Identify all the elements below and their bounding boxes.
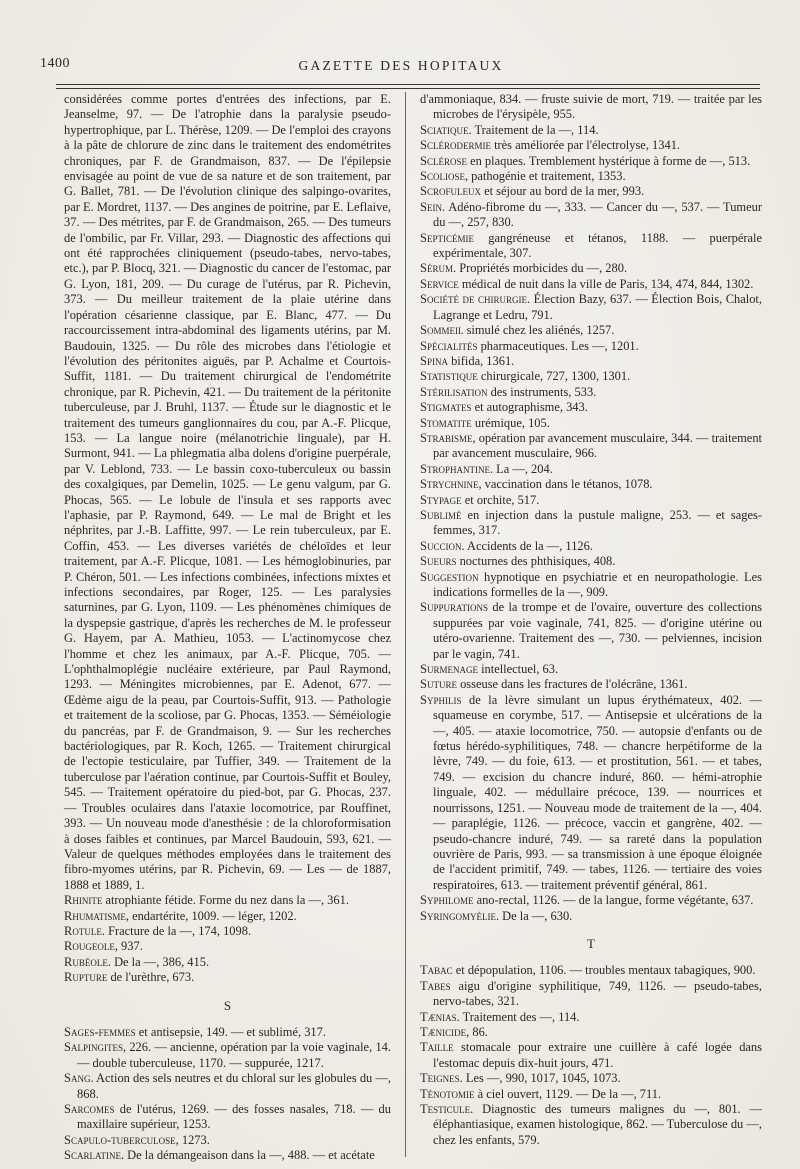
index-entry	[420, 570, 762, 601]
index-entry-head: Sclérodermie	[420, 138, 491, 153]
column-divider	[405, 92, 406, 1157]
index-entry	[420, 662, 762, 677]
index-entry-text: aigu d'origine syphilitique, 749, 1126. — pseudo-tabes, nervo-tabes, 321.	[433, 978, 762, 1009]
index-entry	[64, 939, 391, 954]
index-entry-head: Tænicide	[420, 1024, 467, 1039]
index-entry-head: Sang	[64, 1071, 91, 1086]
index-entry-head: Suppurations	[420, 600, 488, 615]
index-entry-text: bifida, 1361.	[447, 353, 515, 368]
index-entry-text: médical de nuit dans la ville de Paris, 134, 474, 844, 1302.	[458, 276, 754, 291]
index-entry-text: , endartérite, 1009. — léger, 1202.	[125, 908, 297, 923]
index-entry-head: Statistique	[420, 369, 478, 384]
index-entry	[420, 231, 762, 262]
index-entry-text: , vaccination dans le tétanos, 1078.	[478, 477, 653, 492]
index-entry-text: et autographisme, 343.	[471, 400, 588, 415]
index-entry	[420, 477, 762, 492]
index-entry-text: très améliorée par l'électrolyse, 1341.	[490, 138, 681, 153]
index-entry-head: Rougeole	[64, 939, 115, 954]
index-entry-head: Rubéole	[64, 954, 108, 969]
index-entry-head: Sommeil	[420, 323, 464, 338]
index-entry-text: et orchite, 517.	[461, 492, 540, 507]
entries-t	[420, 963, 762, 1148]
index-entry-head: Teignes	[420, 1071, 460, 1086]
index-entry-text: hypnotique en psychiatrie et en neuropathologie. Les indications formelles de la —, 909.	[433, 569, 762, 599]
index-entry-head: Taille	[420, 1040, 454, 1055]
right-column	[420, 92, 762, 1148]
index-entry-text: à ciel ouvert, 1129. — De la —, 711.	[474, 1086, 662, 1101]
index-entry	[64, 955, 391, 970]
index-entry-text: nocturnes des phthisiques, 408.	[456, 554, 616, 569]
index-entry	[64, 1071, 391, 1102]
index-entry-text: pharmaceutiques. Les —, 1201.	[477, 338, 639, 353]
index-entry	[420, 1040, 762, 1071]
index-entry	[420, 693, 762, 893]
index-entry-head: Rhinite	[64, 893, 103, 908]
index-entry-text: et antisepsie, 149. — et sublimé, 317.	[135, 1024, 326, 1039]
index-entry-head: Scapulo-tuberculose	[64, 1132, 176, 1147]
index-entry	[420, 963, 762, 978]
index-entry-text: et dépopulation, 1106. — troubles mentaux tabagiques, 900.	[452, 963, 756, 978]
index-entry-text: . De la démangeaison dans la —, 488. — et acétate	[120, 1148, 375, 1163]
index-entry-text: . Accidents de la —, 1126.	[461, 538, 593, 553]
index-entry	[420, 200, 762, 231]
index-entry	[420, 1071, 762, 1086]
index-entry-head: Syringomyélie	[420, 908, 496, 923]
index-entry-head: Stérilisation	[420, 384, 488, 399]
index-entry-text: . Fracture de la —, 174, 1098.	[101, 923, 252, 938]
index-entry	[420, 354, 762, 369]
index-entry-head: Sciatique	[420, 122, 469, 137]
index-entry	[420, 92, 762, 123]
index-entry	[64, 924, 391, 939]
journal-title: GAZETTE DES HOPITAUX	[298, 58, 504, 73]
index-entry-text: de l'utérus, 1269. — des fosses nasales, 718. — du maxillaire supérieur, 1253.	[77, 1102, 391, 1132]
index-entry	[420, 369, 762, 384]
index-entry	[420, 1087, 762, 1102]
index-entry-head: Surmenage	[420, 662, 478, 677]
index-entry-text: . De la —, 386, 415.	[107, 954, 210, 969]
index-entry-text: . Élection Bazy, 637. — Élection Bois, Chalot, Lagrange et Ledru, 791.	[433, 292, 762, 322]
index-entry-text: . Traitement de la —, 114.	[468, 122, 599, 137]
index-entry-head: Sclérose	[420, 153, 467, 168]
index-entry	[64, 1040, 391, 1071]
index-entry-text: de l'urèthre, 673.	[107, 970, 195, 985]
index-entry	[64, 1148, 391, 1163]
index-entry-head: Rotule	[64, 923, 102, 938]
index-entry-text: simulé chez les aliénés, 1257.	[463, 323, 615, 338]
index-entry-head: Service	[420, 276, 459, 291]
index-entry-head: Scarlatine	[64, 1148, 121, 1163]
index-entry-text: . Les —, 990, 1017, 1045, 1073.	[459, 1071, 621, 1086]
index-entry	[420, 493, 762, 508]
index-entry	[420, 385, 762, 400]
index-entry-head: Strabisme	[420, 430, 473, 445]
index-entry	[420, 600, 762, 662]
index-entry-text: des instruments, 533.	[487, 384, 597, 399]
index-entry-head: Scrofuleux	[420, 184, 481, 199]
index-entry-head: Strychnine	[420, 477, 479, 492]
index-entry-text: gangréneuse et tétanos, 1188. — puerpérale expérimentale, 307.	[433, 230, 762, 261]
index-entry	[420, 539, 762, 554]
index-entry-text: . La —, 204.	[489, 461, 553, 476]
index-entry-head: Scoliose	[420, 169, 465, 184]
index-entry	[420, 400, 762, 415]
index-entry	[420, 1010, 762, 1025]
index-entry	[420, 462, 762, 477]
index-entry-text: en plaques. Tremblement hystérique à forme de —, 513.	[466, 153, 751, 168]
header-rule	[56, 84, 760, 85]
index-entry-head: Ténotomie	[420, 1086, 475, 1101]
continuation-text: considérées comme portes d'entrées des infections, par E. Jeanselme, 97. — De l'atrophie dans la paralysie pseudo-hypertrophique, par L. Thérèse, 1209. — De l'emploi des crayons à la pâte de chlorure de zinc dans le traitement des endométrites chroniques, par F. de Grandmaison, 837. — De l'épilepsie envisagée au point de vue de sa nature et de son traitement, par G. Ballet, 781. — De l'évolution clinique des salpingo-ovarites, par E. Mordret, 1137. — Des angines de poitrine, par E. Leflaive, 37. — Des métrites, par F. de Grandmaison, 265. — Des tumeurs de l'ombilic, par Fr. Villar, 293. — Diagnostic des affections qui ont été rapprochées cliniquement (pseudo-tabes, nervo-tabes, etc.), par P. Blocq, 321. — Diagnostic du cancer de l'estomac, par G. Lyon, 181, 209. — Du curage de l'utérus, par R. Pichevin, 373. — Du meilleur traitement de la plaie utérine dans l'opération césarienne classique, par E. Blanc, 477. — Du raccourcissement intra-abdominal des ligaments utérins, par M. Baudouin, 1325. — Du rôle des microbes dans l'étiologie et l'évolution des péritonites aiguës, par P. Achalme et Courtois-Suffit, 1181. — Du traitement chirurgical de l'endométrite chronique, par R. Pichevin, 421. — Du traitement de la péritonite tuberculeuse, par J. Bruhl, 1137. — Étude sur le diagnostic et le traitement des tumeurs ganglionnaires du cou, par A.-F. Plicque, 153. — La langue noire (mélanotrichie linguale), par H. Surmont, 941. — La phlegmatia alba dolens d'origine puerpérale, par V. Leblond, 733. — Le bassin coxo-tuberculeux ou bassin des coxalgiques, par Demelin, 1025. — Le genu valgum, par G. Phocas, 565. — Le lobule de l'insula et ses rapports avec l'aphasie, par P. Raymond, 649. — Le mal de Bright et les néphrites, par J.-B. Laffitte, 997. — Le rein tuberculeux, par E. Coffin, 453. — Les diverses variétés de chéloïdes et leur traitement, par A.-F. Plicque, 1081. — Les hémoglobinuries, par P. Chéron, 501. — Les infections combinées, infections mixtes et infections secondaires, par Roger, 125. — Les paralysies saturnines, par G. Lyon, 1109. — Les phénomènes chimiques de la dyspepsie gastrique, d'après les recherches de M. le professeur G. Hayem, par A. Mathieu, 1053. — L'actinomycose chez l'homme et chez les animaux, par A.-F. Plicque, 705. — L'ophthalmoplégie nucléaire extérieure, par Paul Raymond, 1293. — Méningites microbiennes, par E. Adenot, 677. — Œdème aigu de la peau, par Courtois-Suffit, 913. — Pathologie et traitement de la scoliose, par G. Phocas, 1353. — Séméiologie du pancréas, par F. de Grandmaison, 9. — Sur les recherches bactériologiques, par R. Koch, 1265. — Traitement chirurgical de l'ectopie testiculaire, par Tuffier, 349. — Traitement de la tuberculose par l'aération continue, par Courtois-Suffit et Bouley, 545. — Traitement opératoire du pied-bot, par G. Phocas, 237. — Troubles oculaires dans l'ataxie locomotrice, par Rouffinet, 393. — Un nouveau mode d'anesthésie : de la chloroformisation à doses faibles et continues, par Marcel Baudouin, 593, 621. — Valeur de quelques méthodes employées dans le traitement des fibro-myomes utérins, par R. Pichevin, 69. — Les — de 1887, 1888 et 1889, 1.	[64, 92, 391, 892]
index-entry-text: , 226. — ancienne, opération par la voie vaginale, 14. — double tuberculeuse, 1170. — suppurée, 1217.	[77, 1040, 391, 1070]
index-entry	[420, 416, 762, 431]
index-entry-text: de la lèvre simulant un lupus érythémateux, 402. — squameuse en corymbe, 517. — Antisepsie et ulcérations de la —, 405. — ataxie locomotrice, 750. — autopsie d'enfants ou de fœtus hérédo-syphilitiques, 748. — chancre herpétiforme de la lèvre, 749. — du foie, 613. — et prostitution, 561. — et tabes, 749. — excision du chancre induré, 860. — hémi-atrophie linguale, 402. — médullaire précoce, 139. — nourrices et nourrissons, 1251. — Nouveau mode de traitement de la —, 404. — paraplégie, 1126. — précoce, vaccin et gangrène, 402. — pseudo-chancre induré, 749. — sa rareté dans la population ouvrière de Paris, 993. — sa transmission à une époque éloignée de l'accident primitif, 749. — tabes, 1126. — tertiaire des voies respiratoires, 613. — traitement préventif général, 861.	[433, 692, 762, 892]
index-entry	[64, 1025, 391, 1040]
index-entry-head: Stigmates	[420, 400, 472, 415]
index-entry	[420, 292, 762, 323]
index-entry-head: Sublimé	[420, 507, 462, 522]
index-entry-head: Salpingites	[64, 1040, 123, 1055]
section-letter-t: T	[587, 935, 595, 951]
index-entry-head: Tænias	[420, 1009, 457, 1024]
index-entry-text: , 1273.	[175, 1132, 210, 1147]
index-entry-head: Société de chirurgie	[420, 292, 528, 307]
index-entry-head: Spécialités	[420, 338, 478, 353]
index-entry-text: en injection dans la pustule maligne, 253. — et sages-femmes, 317.	[433, 507, 762, 538]
index-entry	[64, 1133, 391, 1148]
index-entry	[420, 169, 762, 184]
index-entry	[420, 554, 762, 569]
index-entry-text: . Adéno-fibrome du —, 333. — Cancer du —, 537. — Tumeur du —, 257, 830.	[433, 199, 762, 230]
index-entry	[64, 970, 391, 985]
index-entry	[420, 1102, 762, 1148]
index-entry	[420, 508, 762, 539]
index-entry	[420, 277, 762, 292]
index-entry-head: Succion	[420, 538, 462, 553]
index-entry-text: osseuse dans les fractures de l'olécrâne, 1361.	[456, 677, 688, 692]
index-entry	[420, 893, 762, 908]
index-entry	[420, 184, 762, 199]
index-entry	[420, 154, 762, 169]
index-entry-text: . Traitement des —, 114.	[456, 1009, 580, 1024]
section-letter-s: S	[223, 997, 232, 1013]
index-entry-text: de la trompe et de l'ovaire, ouverture des collections suppurées par voie vaginale, 741, 825. — d'origine utérine ou utéro-ovarienne. Traitement des —, 730. — pelviennes, incision par le vagin, 741.	[433, 600, 762, 661]
index-entry-head: Sein	[420, 199, 442, 214]
index-entry-text: . De la —, 630.	[495, 908, 573, 923]
index-entry-head: Suggestion	[420, 569, 479, 584]
index-entry-head: Septicémie	[420, 230, 474, 245]
header-rule-thin	[56, 88, 760, 89]
index-entry-text: ano-rectal, 1126. — de la langue, forme végétante, 637.	[473, 893, 754, 908]
index-entry	[420, 431, 762, 462]
index-entry-head: Tabac	[420, 963, 453, 978]
index-entry	[420, 323, 762, 338]
index-entry-head: Sérum	[420, 261, 453, 276]
index-entry-text: , 86.	[466, 1024, 488, 1039]
page-number: 1400	[40, 56, 70, 71]
index-entry-text: , 937.	[114, 939, 143, 954]
index-entry	[420, 909, 762, 924]
index-entry-text: . Propriétés morbicides du —, 280.	[452, 261, 628, 276]
index-entry-text: d'ammoniaque, 834. — fruste suivie de mort, 719. — traitée par les microbes de l'érysipèle, 955.	[420, 92, 762, 122]
index-entry-head: Syphilis	[420, 692, 462, 707]
index-entry-text: . Diagnostic des tumeurs malignes du —, 801. — éléphantiasique, examen histologique, 862. — Tuberculose du —, chez les enfants, 579.	[433, 1102, 762, 1147]
index-entry-head: Strophantine	[420, 461, 490, 476]
index-entry-head: Stypage	[420, 492, 462, 507]
index-entry-text: urémique, 105.	[471, 415, 550, 430]
index-entry	[420, 1025, 762, 1040]
left-column	[64, 92, 391, 1164]
index-entry-head: Spina	[420, 353, 448, 368]
index-entry	[420, 339, 762, 354]
index-entry-text: stomacale pour extraire une cuillère à café logée dans l'estomac depuis dix-huit jours, 471.	[433, 1040, 762, 1070]
index-entry	[420, 677, 762, 692]
index-entry-head: Sueurs	[420, 554, 457, 569]
index-entry-text: , opération par avancement musculaire, 344. — traitement par avancement musculaire, 966.	[433, 430, 762, 461]
index-entry-head: Tabes	[420, 978, 451, 993]
page-header	[40, 50, 762, 74]
index-entry	[420, 979, 762, 1010]
index-entry-head: Syphilome	[420, 893, 474, 908]
entries-s	[64, 1025, 391, 1164]
index-entry-head: Sages-femmes	[64, 1024, 136, 1039]
entries-r	[64, 893, 391, 985]
index-entry-head: Suture	[420, 677, 457, 692]
index-entry	[64, 909, 391, 924]
index-entry	[420, 123, 762, 138]
index-entry-text: . Action des sels neutres et du chloral sur les globules du —, 868.	[77, 1071, 391, 1101]
index-entry-text: chirurgicale, 727, 1300, 1301.	[477, 369, 631, 384]
index-entry-text: , pathogénie et traitement, 1353.	[464, 169, 626, 184]
index-entry-text: atrophiante fétide. Forme du nez dans la —, 361.	[102, 893, 349, 908]
index-entry-head: Rupture	[64, 970, 108, 985]
index-entry-head: Rhumatisme	[64, 908, 126, 923]
index-entry	[420, 138, 762, 153]
index-entry-head: Testicule	[420, 1102, 471, 1116]
index-entry-head: Sarcomes	[64, 1102, 115, 1116]
index-entry	[420, 261, 762, 276]
entries-s-continued	[420, 92, 762, 924]
index-entry-text: intellectuel, 63.	[477, 662, 559, 677]
index-entry	[64, 893, 391, 908]
index-entry-text: et séjour au bord de la mer, 993.	[480, 184, 645, 199]
index-entry	[64, 1102, 391, 1133]
index-entry-head: Stomatite	[420, 415, 472, 430]
